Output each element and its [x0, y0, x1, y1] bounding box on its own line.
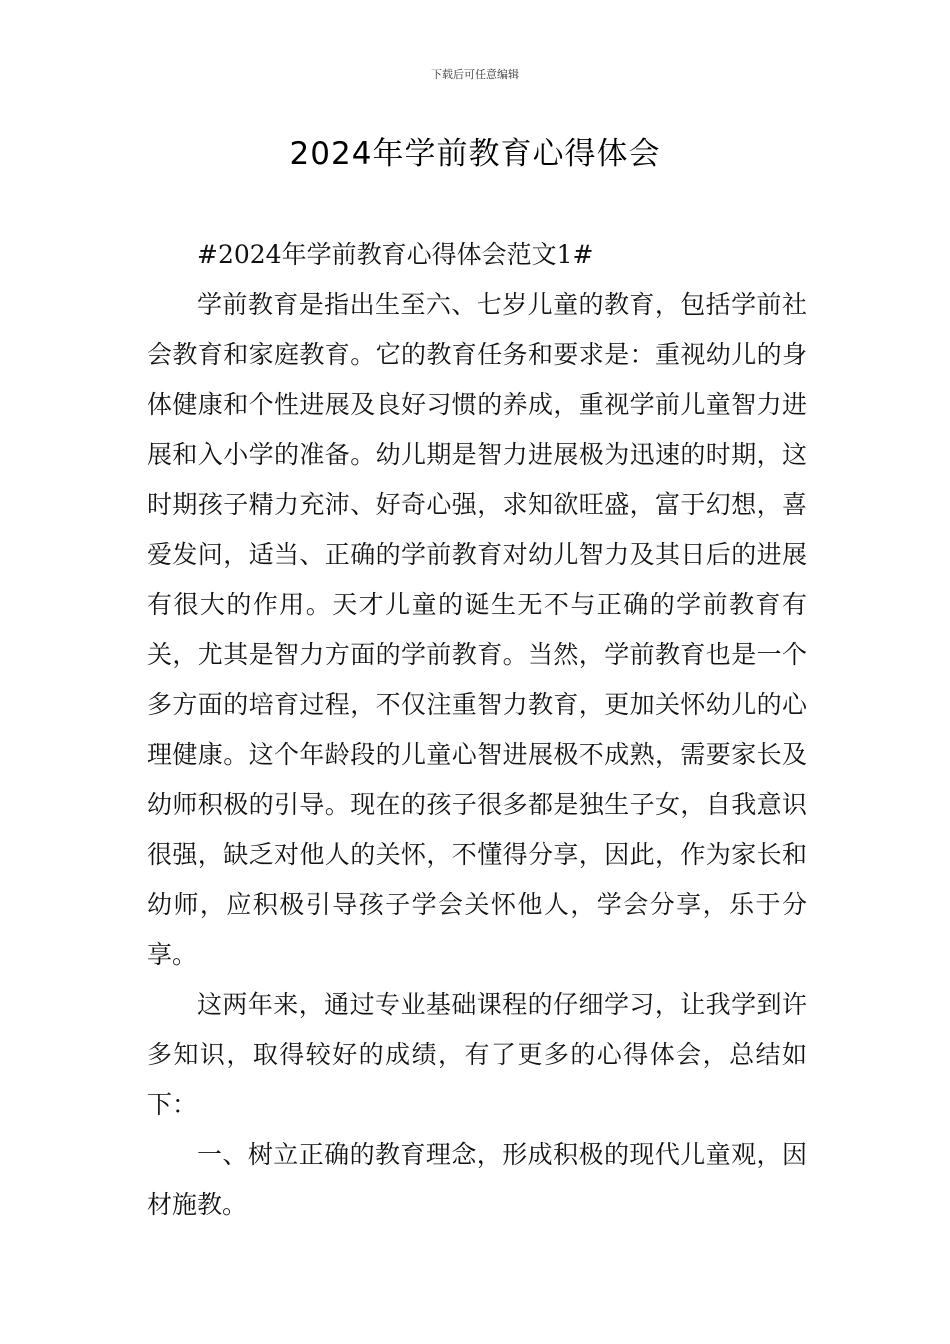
body-paragraph: 一、树立正确的教育理念，形成积极的现代儿童观，因材施教。	[147, 1140, 807, 1219]
body-paragraph: 学前教育是指出生至六、七岁儿童的教育，包括学前社会教育和家庭教育。它的教育任务和要求是：重视幼儿的身体健康和个性进展及良好习惯的养成，重视学前儿童智力进展和入小学的准备。幼儿期是智力进展极为迅速的时期，这时期孩子精力充沛、好奇心强，求知欲旺盛，富于幻想，喜爱发问，适当、正确的学前教育对幼儿智力及其日后的进展有很大的作用。天才儿童的诞生无不与正确的学前教育有关，尤其是智力方面的学前教育。当然，学前教育也是一个多方面的培育过程，不仅注重智力教育，更加关怀幼儿的心理健康。这个年龄段的儿童心智进展极不成熟，需要家长及幼师积极的引导。现在的孩子很多都是独生子女，自我意识很强，缺乏对他人的关怀，不懂得分享，因此，作为家长和幼师，应积极引导孩子学会关怀他人，学会分享，乐于分享。	[147, 290, 807, 969]
document-title: 2024年学前教育心得体会	[289, 136, 661, 172]
body-paragraph: 这两年来，通过专业基础课程的仔细学习，让我学到许多知识，取得较好的成绩，有了更多的心得体会，总结如下：	[147, 990, 807, 1119]
header-note: 下载后可任意编辑	[431, 68, 519, 81]
section-heading: #2024年学前教育心得体会范文1#	[197, 240, 594, 269]
document-body	[147, 230, 807, 1230]
